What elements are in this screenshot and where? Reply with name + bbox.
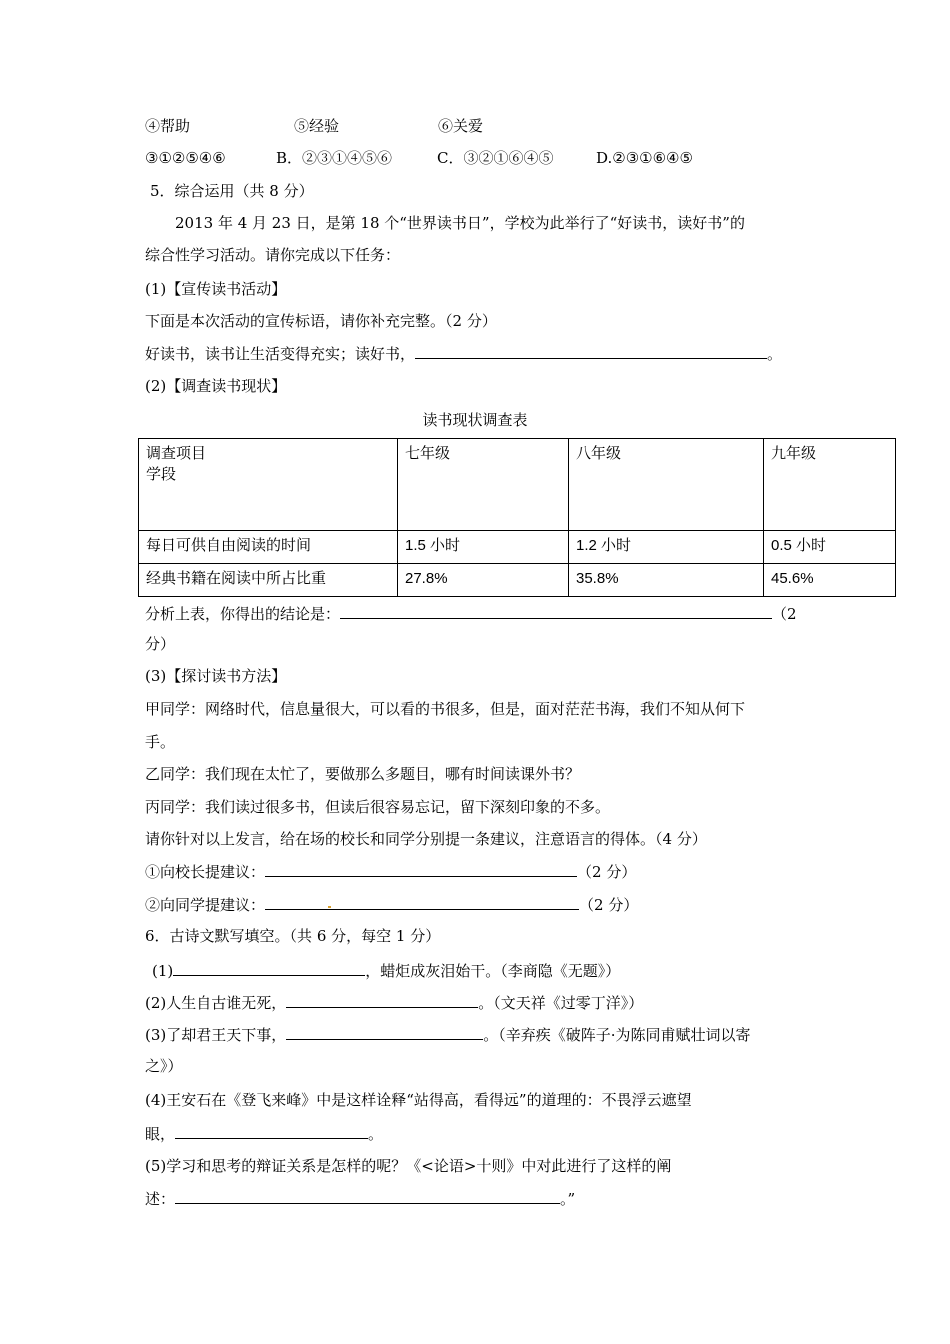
suggest-principal-score: （2 分） [577,863,637,881]
suggest-classmates-blank[interactable] [265,894,579,910]
item5-suffix: 。” [560,1190,576,1208]
table-header-row [139,439,896,531]
suggest-principal-blank[interactable] [265,861,577,877]
item3-prefix: (3)了却君王天下事， [145,1026,287,1044]
slogan-prefix: 好读书，读书让生活变得充实；读好书， [145,345,416,363]
header-grade7: 七年级 [398,439,569,531]
option-help: ④帮助 [145,117,191,135]
header-grade8: 八年级 [569,439,764,531]
option-care: ⑥关爱 [438,117,484,135]
part1-title: (1)【宣传读书活动】 [145,280,287,298]
q6-item5-line1: (5)学习和思考的辩证关系是怎样的呢？《<论语>十则》中对此进行了这样的阐 [145,1157,672,1175]
jia-line1: 甲同学：网络时代，信息量很大，可以看的书很多，但是，面对茫茫书海，我们不知从何下 [145,700,746,718]
corner-cell [139,439,398,531]
q6-item4-line2 [145,1123,383,1144]
part1-instruction: 下面是本次活动的宣传标语，请你补充完整。（2 分） [145,312,497,330]
table-row [139,564,896,597]
table-row [139,531,896,564]
conclusion-line [145,603,797,624]
cell-value: 0.5 小时 [764,531,896,564]
survey-table [138,438,896,597]
q5-intro-line1: 2013 年 4 月 23 日，是第 18 个“世界读书日”，学校为此举行了“好读书，读好书”的 [175,214,745,232]
cell-value: 35.8% [569,564,764,597]
q5-intro-line2: 综合性学习活动。请你完成以下任务： [145,246,401,264]
conclusion-blank[interactable] [340,603,772,619]
stray-mark [328,906,331,908]
yi-line: 乙同学：我们现在太忙了，要做那么多题目，哪有时间读课外书？ [145,765,581,783]
q6-item1 [152,960,620,981]
cell-value: 27.8% [398,564,569,597]
option-experience: ⑤经验 [294,117,340,135]
cell-value: 1.5 小时 [398,531,569,564]
suggest-classmates-score: （2 分） [579,896,639,914]
item1-suffix: ，蜡炬成灰泪始干。（李商隐《无题》） [365,962,621,980]
part2-title: (2)【调查读书现状】 [145,377,287,395]
item5-blank[interactable] [175,1188,560,1204]
choice-b: B．②③①④⑤⑥ [276,149,393,167]
choice-d: D.②③①⑥④⑤ [596,149,693,167]
conclusion-score-cont: 分） [145,635,176,653]
jia-line2: 手。 [145,733,176,751]
q6-item4-line1: (4)王安石在《登飞来峰》中是这样诠释“站得高，看得远”的道理的：不畏浮云遮望 [145,1091,692,1109]
row-label: 经典书籍在阅读中所占比重 [139,564,398,597]
item2-blank[interactable] [286,992,478,1008]
item3-suffix: 。（辛弃疾《破阵子·为陈同甫赋壮词以寄 [483,1026,751,1044]
q6-item3 [145,1024,751,1045]
item4-blank[interactable] [175,1123,368,1139]
table-caption: 读书现状调查表 [422,411,528,429]
choice-c: C．③②①⑥④⑤ [437,149,554,167]
item5-prefix: 述： [145,1190,176,1208]
q6-item2 [145,992,643,1013]
cell-value: 45.6% [764,564,896,597]
header-grade9: 九年级 [764,439,896,531]
item1-blank[interactable] [173,960,365,976]
q5-heading: 5．综合运用（共 8 分） [150,182,314,200]
bing-line: 丙同学：我们读过很多书，但读后很容易忘记，留下深刻印象的不多。 [145,798,611,816]
item1-number: (1) [152,962,174,980]
item2-suffix: 。（文天祥《过零丁洋》） [478,994,644,1012]
suggest-classmates-line [145,894,638,915]
q6-item3-cont: 之》） [145,1057,183,1075]
slogan-end: 。 [767,345,783,363]
corner-top: 调查项目 [146,444,207,462]
suggest-principal-label: ①向校长提建议： [145,863,266,881]
part3-title: (3)【探讨读书方法】 [145,667,287,685]
part3-instruction: 请你针对以上发言，给在场的校长和同学分别提一条建议，注意语言的得体。（4 分） [145,830,707,848]
suggest-classmates-label: ②向同学提建议： [145,896,266,914]
corner-bottom: 学段 [146,465,177,483]
q6-item5-line2 [145,1188,575,1209]
slogan-line [145,343,782,364]
row-label: 每日可供自由阅读的时间 [139,531,398,564]
conclusion-score: （2 [772,605,797,623]
conclusion-prefix: 分析上表，你得出的结论是： [145,605,341,623]
q6-heading: 6．古诗文默写填空。（共 6 分，每空 1 分） [145,927,441,945]
item4-prefix: 眼， [145,1125,176,1143]
item3-blank[interactable] [286,1024,483,1040]
choice-a: ③①②⑤④⑥ [145,149,226,167]
cell-value: 1.2 小时 [569,531,764,564]
item2-prefix: (2)人生自古谁无死， [145,994,287,1012]
slogan-blank[interactable] [415,343,767,359]
suggest-principal-line [145,861,636,882]
item4-suffix: 。 [368,1125,384,1143]
